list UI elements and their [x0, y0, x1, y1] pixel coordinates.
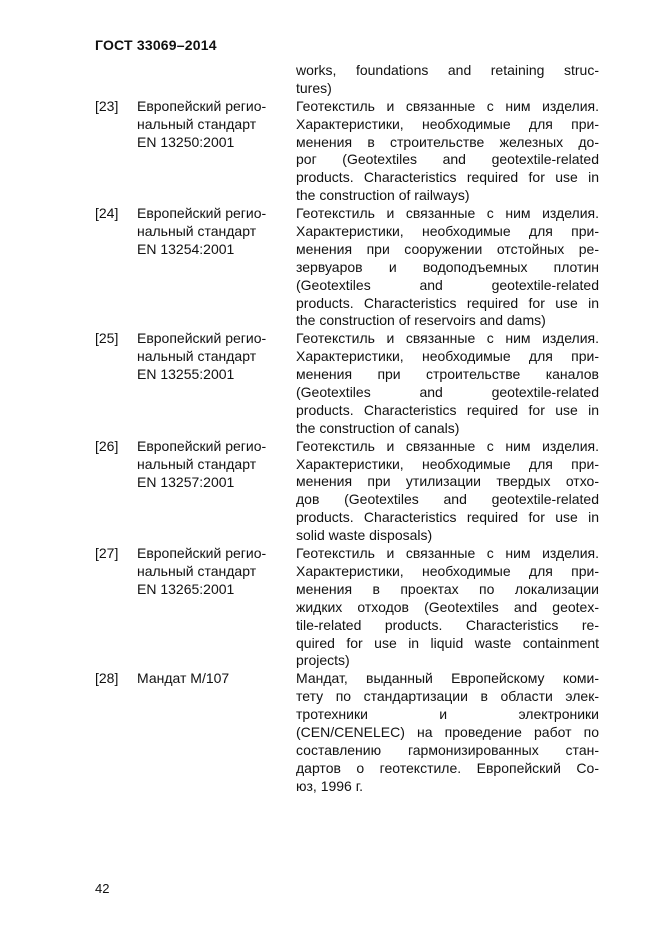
- reference-entry: [95, 205, 600, 330]
- reference-entries: [95, 98, 600, 796]
- description-line: solid waste disposals): [296, 527, 433, 544]
- source-line: Европейский регио-: [137, 545, 267, 562]
- description-line: менения при строительстве каналов: [296, 366, 599, 383]
- source-line: Мандат М/107: [137, 670, 230, 687]
- description-line: the construction of reservoirs and dams): [296, 312, 546, 329]
- source-line: EN 13254:2001: [137, 240, 235, 257]
- reference-number: [23]: [95, 97, 119, 114]
- reference-entry: [95, 98, 600, 205]
- source-line: EN 13255:2001: [137, 366, 235, 383]
- reference-description: [296, 98, 599, 205]
- description-line: тротехники и электроники: [296, 706, 599, 723]
- description-line: tures): [296, 79, 332, 96]
- description-line: tile-related products. Characteristics re-: [296, 616, 599, 633]
- description-line: жидких отходов (Geotextiles and geotex-: [296, 598, 599, 615]
- source-line: Европейский регио-: [137, 437, 267, 454]
- description-line: products. Characteristics required for use in: [296, 169, 599, 186]
- source-line: Европейский регио-: [137, 330, 267, 347]
- description-line: the construction of canals): [296, 419, 460, 436]
- description-line: составлению гармонизированных стан-: [296, 741, 599, 758]
- description-line: дов (Geotextiles and geotextile-related: [296, 491, 599, 508]
- description-line: Геотекстиль и связанные с ним изделия.: [296, 330, 599, 347]
- description-line: works, foundations and retaining struc-: [296, 62, 599, 78]
- reference-number: [24]: [95, 205, 119, 222]
- page-number: 42: [95, 881, 110, 896]
- source-line: EN 13257:2001: [137, 473, 235, 490]
- description-line: рог (Geotextiles and geotextile-related: [296, 151, 599, 168]
- continuation-entry: [95, 62, 600, 98]
- reference-entry: [95, 438, 600, 545]
- reference-entry: [95, 670, 600, 795]
- description-line: Характеристики, необходимые для при-: [296, 115, 599, 132]
- source-line: Европейский регио-: [137, 205, 267, 222]
- description-line: юз, 1996 г.: [296, 777, 364, 794]
- description-line: Характеристики, необходимые для при-: [296, 455, 599, 472]
- source-line: EN 13250:2001: [137, 133, 235, 150]
- source-line: нальный стандарт: [137, 115, 257, 132]
- source-line: нальный стандарт: [137, 455, 257, 472]
- bibliography-list: [95, 62, 600, 796]
- description-line: Характеристики, необходимые для при-: [296, 223, 599, 240]
- description-line: зервуаров и водоподъемных плотин: [296, 258, 599, 275]
- description-line: projects): [296, 652, 350, 669]
- description-line: менения при утилизации твердых отхо-: [296, 473, 599, 490]
- description-line: (Geotextiles and geotextile-related: [296, 384, 599, 401]
- reference-description: [296, 330, 599, 437]
- description-line: (CEN/CENELEC) на проведение работ по: [296, 723, 599, 740]
- reference-description: [296, 670, 599, 795]
- description-line: менения при сооружении отстойных ре-: [296, 240, 599, 257]
- reference-source: [137, 98, 289, 152]
- source-line: нальный стандарт: [137, 562, 257, 579]
- reference-source: [137, 670, 289, 688]
- reference-number: [28]: [95, 670, 119, 687]
- description-line: products. Characteristics required for use in: [296, 509, 599, 526]
- reference-description: [296, 62, 599, 98]
- description-line: тету по стандартизации в области элек-: [296, 688, 599, 705]
- source-line: нальный стандарт: [137, 348, 257, 365]
- description-line: менения в строительстве железных до-: [296, 133, 599, 150]
- description-line: Геотекстиль и связанные с ним изделия.: [296, 545, 599, 562]
- reference-description: [296, 545, 599, 670]
- source-line: Европейский регио-: [137, 97, 267, 114]
- description-line: менения в проектах по локализации: [296, 580, 599, 597]
- description-line: products. Characteristics required for use in: [296, 294, 599, 311]
- description-line: Характеристики, необходимые для при-: [296, 348, 599, 365]
- description-line: products. Characteristics required for use in: [296, 401, 599, 418]
- reference-number: [27]: [95, 545, 119, 562]
- reference-source: [137, 205, 289, 259]
- reference-source: [137, 438, 289, 492]
- description-line: дартов о геотекстиле. Европейский Со-: [296, 759, 599, 776]
- description-line: Геотекстиль и связанные с ним изделия.: [296, 437, 599, 454]
- description-line: Мандат, выданный Европейскому коми-: [296, 670, 599, 687]
- description-line: (Geotextiles and geotextile-related: [296, 276, 599, 293]
- reference-entry: [95, 330, 600, 437]
- document-header: ГОСТ 33069–2014: [95, 37, 217, 53]
- source-line: EN 13265:2001: [137, 580, 235, 597]
- description-line: quired for use in liquid waste containment: [296, 634, 599, 651]
- description-line: Геотекстиль и связанные с ним изделия.: [296, 97, 599, 114]
- reference-entry: [95, 545, 600, 670]
- reference-description: [296, 438, 599, 545]
- description-line: the construction of railways): [296, 187, 470, 204]
- reference-source: [137, 545, 289, 599]
- description-line: Характеристики, необходимые для при-: [296, 562, 599, 579]
- reference-description: [296, 205, 599, 330]
- description-line: Геотекстиль и связанные с ним изделия.: [296, 205, 599, 222]
- reference-source: [137, 330, 289, 384]
- source-line: нальный стандарт: [137, 223, 257, 240]
- reference-number: [26]: [95, 437, 119, 454]
- reference-number: [25]: [95, 330, 119, 347]
